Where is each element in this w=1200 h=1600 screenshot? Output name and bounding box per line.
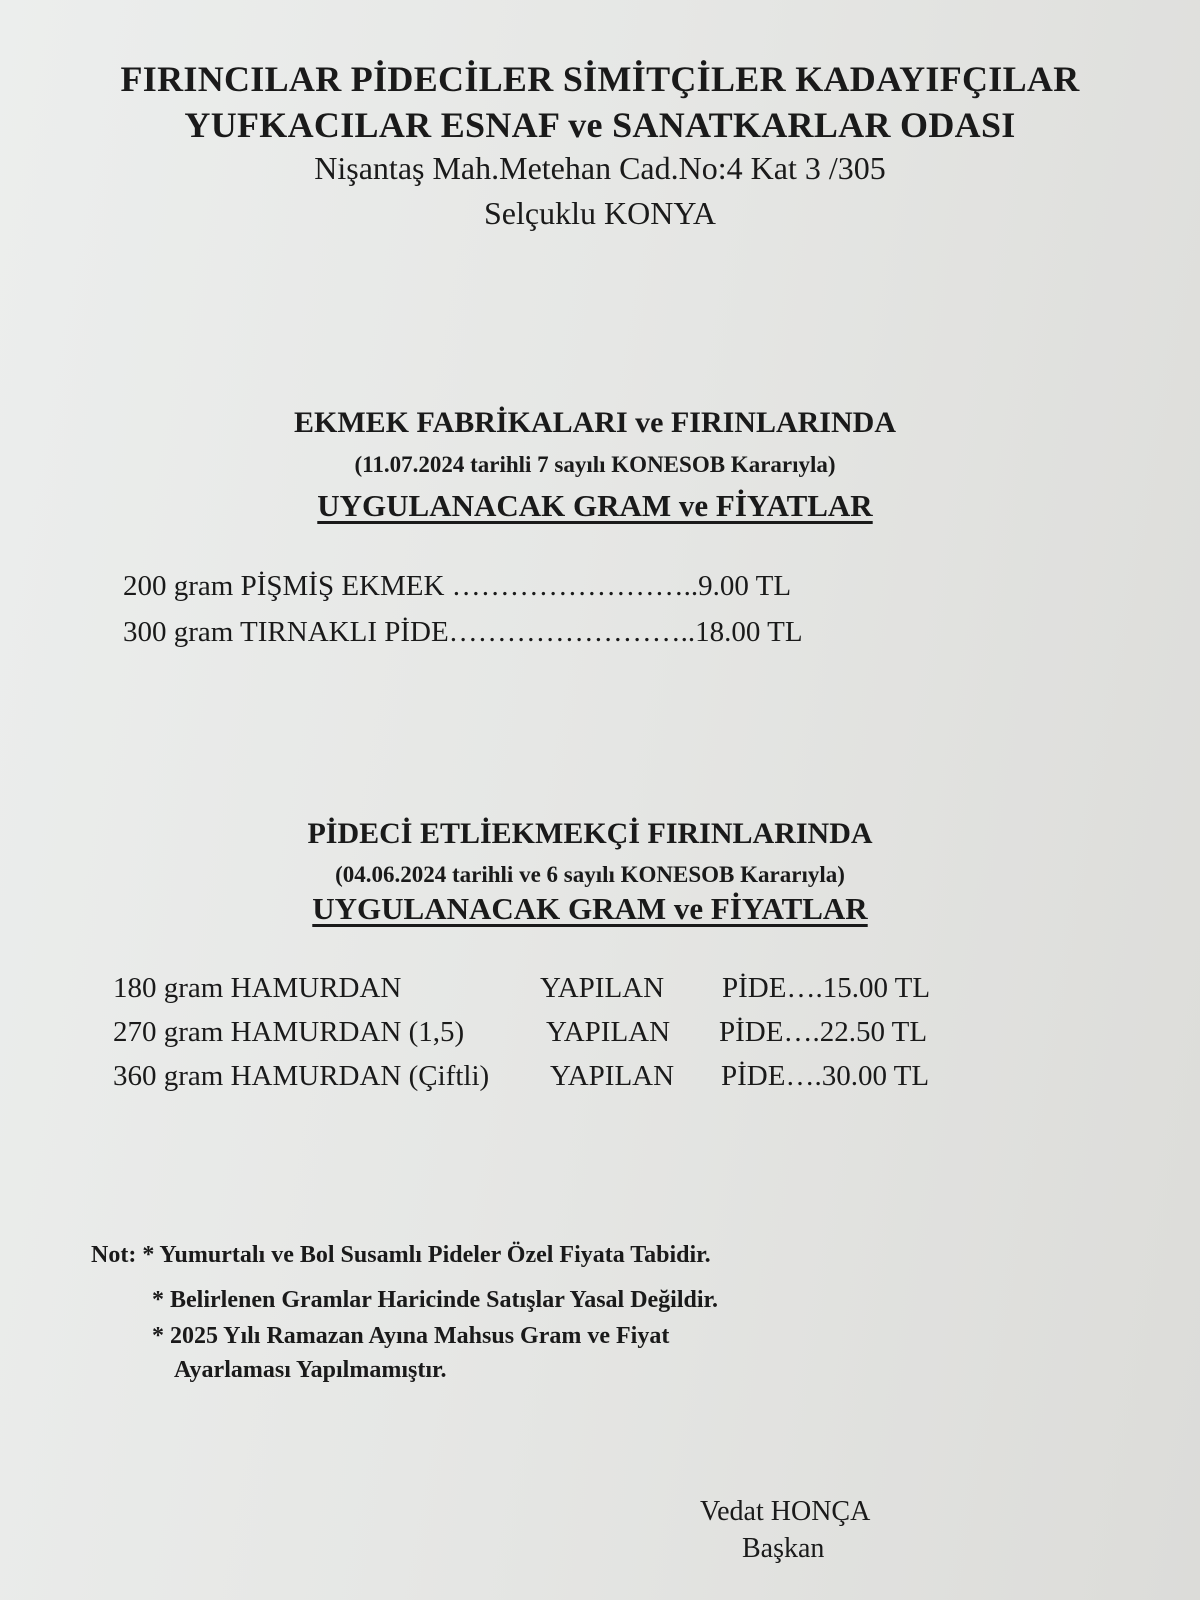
pide-price: PİDE….22.50 TL [719,1016,928,1048]
section1-heading: UYGULANACAK GRAM ve FİYATLAR [317,488,873,523]
section2-subtitle: (04.06.2024 tarihli ve 6 sayılı KONESOB Kararıyla) [335,862,845,887]
price-item-tirnakli-pide: 300 gram TIRNAKLI PİDE……………………..18.00 TL [123,616,803,648]
section2-heading: UYGULANACAK GRAM ve FİYATLAR [312,891,868,926]
note-line-1: Not: * Yumurtalı ve Bol Susamlı Pideler Özel Fiyata Tabidir. [91,1242,711,1268]
chamber-address: Nişantaş Mah.Metehan Cad.No:4 Kat 3 /305 [314,150,886,186]
note-line-4: Ayarlaması Yapılmamıştır. [174,1357,447,1383]
dough-weight: 360 gram HAMURDAN (Çiftli) [113,1060,490,1092]
chamber-name-line2: YUFKACILAR ESNAF ve SANATKARLAR ODASI [184,105,1016,145]
note-line-2: * Belirlenen Gramlar Haricinde Satışlar Yasal Değildir. [152,1287,718,1313]
note-line-3: * 2025 Yılı Ramazan Ayına Mahsus Gram ve Fiyat [152,1323,670,1349]
signatory-title: Başkan [742,1533,825,1564]
section1-title: EKMEK FABRİKALARI ve FIRINLARINDA [294,406,896,439]
section2-title: PİDECİ ETLİEKMEKÇİ FIRINLARINDA [307,817,873,850]
price-item-bread: 200 gram PİŞMİŞ EKMEK ……………………..9.00 TL [123,570,792,602]
chamber-city: Selçuklu KONYA [484,195,716,231]
pide-price-row [0,1016,1200,1056]
made-label: YAPILAN [546,1016,671,1048]
dough-weight: 270 gram HAMURDAN (1,5) [113,1016,465,1048]
signatory-name: Vedat HONÇA [700,1496,871,1527]
made-label: YAPILAN [550,1060,675,1092]
pide-price: PİDE….30.00 TL [721,1060,930,1092]
pide-price-row [0,972,1200,1012]
chamber-name-line1: FIRINCILAR PİDECİLER SİMİTÇİLER KADAYIFÇILAR [120,59,1080,99]
dough-weight: 180 gram HAMURDAN [113,972,402,1004]
pide-price: PİDE….15.00 TL [722,972,931,1004]
section1-subtitle: (11.07.2024 tarihli 7 sayılı KONESOB Kararıyla) [354,452,836,477]
pide-price-row [0,1060,1200,1100]
made-label: YAPILAN [540,972,665,1004]
